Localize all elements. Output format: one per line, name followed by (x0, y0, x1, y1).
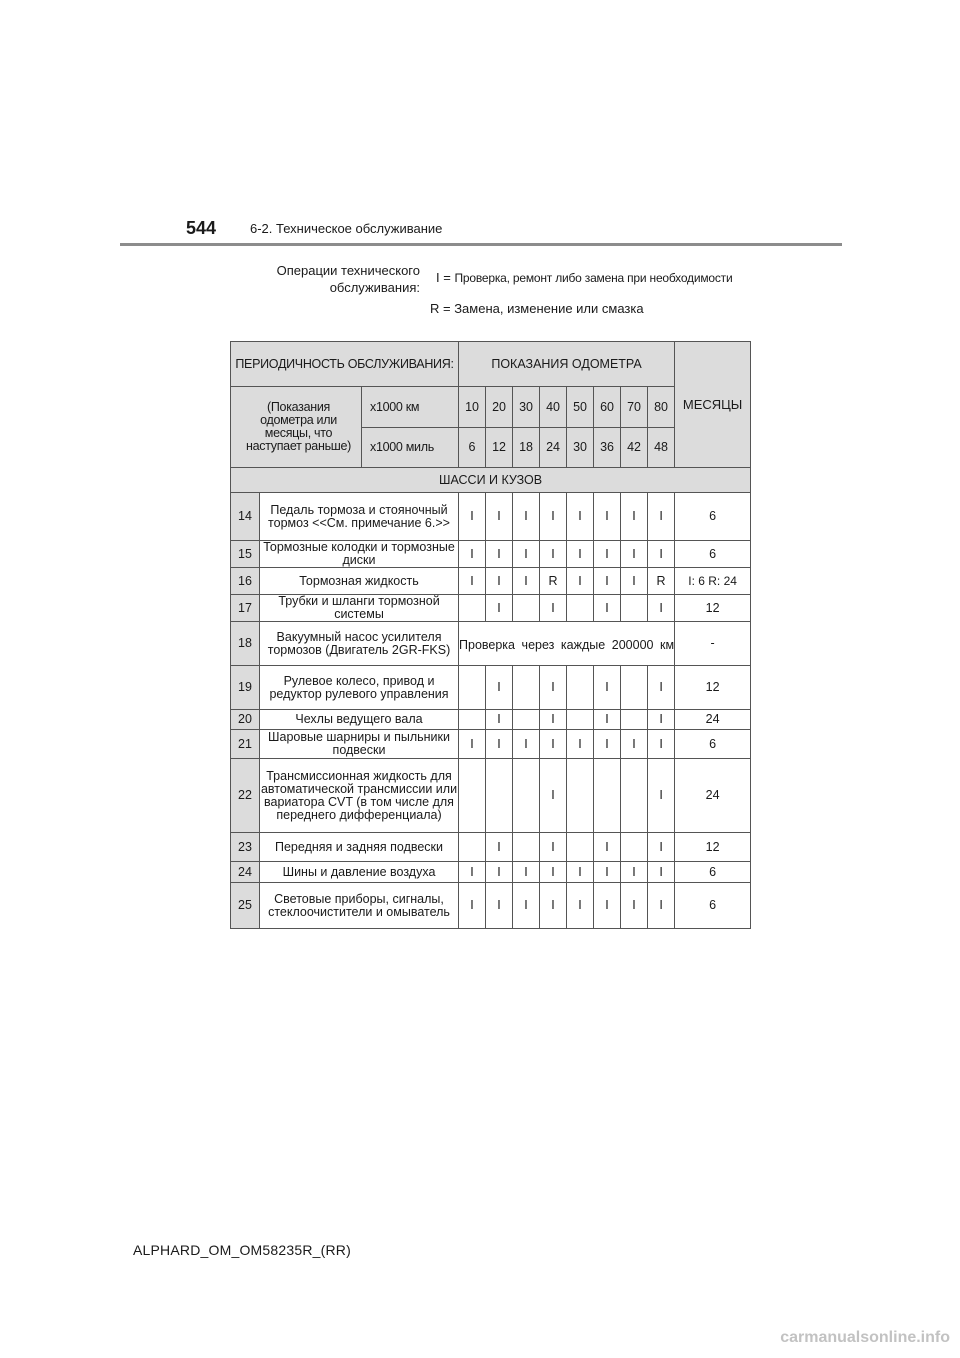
legend-label: Операции технического обслуживания: (276, 263, 420, 295)
interval-cell (513, 595, 540, 622)
interval-cell: I (567, 493, 594, 541)
watermark: carmanualsonline.info (780, 1329, 950, 1346)
periodicity-header: ПЕРИОДИЧНОСТЬ ОБСЛУЖИВАНИЯ: (231, 342, 459, 387)
table-row (231, 595, 751, 622)
interval-cell (459, 710, 486, 730)
interval-cell (459, 833, 486, 862)
item-name: Световые приборы, сигналы, стеклоочистители и омыватель (260, 883, 459, 929)
reading-note: (Показания одометра или месяцы, что наступает раньше) x1000 км x1000 миль (231, 387, 459, 468)
interval-cell: I (513, 862, 540, 883)
interval-cell: I (648, 883, 675, 929)
row-number: 17 (231, 595, 260, 622)
table-row (231, 710, 751, 730)
mile-value: 24 (540, 428, 567, 468)
interval-cell: I (513, 541, 540, 568)
header-separator (362, 427, 458, 428)
interval-cell (567, 710, 594, 730)
interval-cell: I (621, 493, 648, 541)
interval-cell: I (594, 568, 621, 595)
interval-cell: I (648, 595, 675, 622)
interval-cell: I (459, 493, 486, 541)
interval-cell: I (648, 862, 675, 883)
km-value: 10 (459, 387, 486, 428)
mile-unit-label: x1000 миль (370, 439, 434, 454)
interval-cell: I (648, 493, 675, 541)
interval-cell: I (486, 541, 513, 568)
row-number: 24 (231, 862, 260, 883)
mile-value: 42 (621, 428, 648, 468)
document-code: ALPHARD_OM_OM58235R_(RR) (133, 1242, 351, 1258)
interval-cell (513, 833, 540, 862)
table-row (231, 833, 751, 862)
interval-cell: I (513, 568, 540, 595)
interval-cell (621, 710, 648, 730)
interval-cell: I (648, 666, 675, 710)
months-cell: - (675, 622, 751, 666)
interval-cell (621, 759, 648, 833)
months-cell: 6 (675, 541, 751, 568)
interval-cell: I (540, 710, 567, 730)
table-row (231, 883, 751, 929)
section-row-chassis: ШАССИ И КУЗОВ (231, 468, 751, 493)
interval-cell: R (540, 568, 567, 595)
km-value: 50 (567, 387, 594, 428)
interval-cell: I (648, 730, 675, 759)
mile-value: 30 (567, 428, 594, 468)
interval-cell: I (594, 493, 621, 541)
interval-cell: I (567, 568, 594, 595)
interval-cell: I (459, 883, 486, 929)
interval-cell: R (648, 568, 675, 595)
interval-cell: I (540, 541, 567, 568)
interval-cell: I (540, 666, 567, 710)
interval-cell (513, 666, 540, 710)
interval-cell: I (486, 862, 513, 883)
item-name: Рулевое колесо, привод и редуктор рулевого управления (260, 666, 459, 710)
interval-cell: I (540, 730, 567, 759)
table-row (231, 568, 751, 595)
km-unit-label: x1000 км (370, 399, 420, 414)
months-cell: 6 (675, 493, 751, 541)
odometer-header: ПОКАЗАНИЯ ОДОМЕТРА (459, 342, 675, 387)
interval-cell: I (594, 710, 621, 730)
interval-cell: I (513, 730, 540, 759)
months-header: МЕСЯЦЫ (675, 342, 751, 468)
row-number: 23 (231, 833, 260, 862)
row-number: 20 (231, 710, 260, 730)
interval-cell (567, 595, 594, 622)
interval-cell: I (540, 883, 567, 929)
row-number: 25 (231, 883, 260, 929)
mile-value: 12 (486, 428, 513, 468)
item-name: Передняя и задняя подвески (260, 833, 459, 862)
interval-cell (513, 759, 540, 833)
legend-i (436, 270, 732, 285)
item-name: Трубки и шланги тормозной системы (260, 595, 459, 622)
interval-cell: I (648, 541, 675, 568)
interval-cell (621, 595, 648, 622)
interval-cell: I (567, 730, 594, 759)
interval-cell: I (567, 862, 594, 883)
interval-cell: I (459, 730, 486, 759)
interval-cell: I (540, 595, 567, 622)
interval-cell (567, 759, 594, 833)
legend-r: R = Замена, изменение или смазка (430, 301, 644, 316)
interval-cell (459, 595, 486, 622)
interval-cell (513, 710, 540, 730)
table-row (231, 493, 751, 541)
interval-cell: I (513, 493, 540, 541)
interval-cell: I (621, 568, 648, 595)
interval-cell: I (540, 759, 567, 833)
item-name: Вакуумный насос усилителя тормозов (Двигатель 2GR-FKS) (260, 622, 459, 666)
mile-value: 36 (594, 428, 621, 468)
km-value: 40 (540, 387, 567, 428)
months-cell: 6 (675, 862, 751, 883)
row-number: 19 (231, 666, 260, 710)
item-name: Тормозные колодки и тормозные диски (260, 541, 459, 568)
row-number: 22 (231, 759, 260, 833)
table-row (231, 622, 751, 666)
page-number: 544 (186, 218, 217, 238)
interval-cell (459, 759, 486, 833)
interval-cell: I (567, 541, 594, 568)
interval-cell: I (486, 883, 513, 929)
months-cell: 24 (675, 759, 751, 833)
interval-cell: I (459, 541, 486, 568)
interval-note (459, 622, 675, 666)
interval-cell: I (513, 883, 540, 929)
interval-cell (459, 666, 486, 710)
row-number: 21 (231, 730, 260, 759)
interval-cell: I (486, 568, 513, 595)
months-cell: 24 (675, 710, 751, 730)
months-cell: 12 (675, 833, 751, 862)
interval-note-text: Проверка через каждые 200000 км (459, 638, 675, 652)
interval-cell: I (594, 666, 621, 710)
interval-cell: I (648, 710, 675, 730)
interval-cell: I (486, 710, 513, 730)
row-number: 18 (231, 622, 260, 666)
km-value: 30 (513, 387, 540, 428)
interval-cell: I (540, 493, 567, 541)
interval-cell: I (594, 862, 621, 883)
row-number: 15 (231, 541, 260, 568)
mile-value: 18 (513, 428, 540, 468)
km-value: 80 (648, 387, 675, 428)
header-rule (120, 243, 842, 246)
mile-value: 48 (648, 428, 675, 468)
table-body (231, 342, 751, 929)
interval-cell: I (540, 862, 567, 883)
item-name: Трансмиссионная жидкость для автоматической трансмиссии или вариатора CVT (в том числе для переднего дифференциала) (260, 759, 459, 833)
legend-i-key: I = (436, 270, 451, 285)
interval-cell (567, 666, 594, 710)
interval-cell: I (486, 595, 513, 622)
months-cell: 6 (675, 883, 751, 929)
table-row (231, 666, 751, 710)
interval-cell: I (621, 862, 648, 883)
interval-cell: I (594, 541, 621, 568)
interval-cell (594, 759, 621, 833)
row-number: 16 (231, 568, 260, 595)
km-value: 60 (594, 387, 621, 428)
interval-cell (621, 833, 648, 862)
item-name: Шины и давление воздуха (260, 862, 459, 883)
interval-cell: I (621, 730, 648, 759)
interval-cell: I (540, 833, 567, 862)
months-cell: 12 (675, 666, 751, 710)
months-cell: I: 6 R: 24 (675, 568, 751, 595)
interval-cell: I (486, 833, 513, 862)
row-number: 14 (231, 493, 260, 541)
interval-cell: I (621, 541, 648, 568)
months-cell: 12 (675, 595, 751, 622)
interval-cell: I (459, 862, 486, 883)
interval-cell: I (567, 883, 594, 929)
item-name: Шаровые шарниры и пыльники подвески (260, 730, 459, 759)
km-value: 20 (486, 387, 513, 428)
table-row (231, 759, 751, 833)
interval-cell: I (594, 833, 621, 862)
item-name: Чехлы ведущего вала (260, 710, 459, 730)
interval-cell: I (648, 833, 675, 862)
km-value: 70 (621, 387, 648, 428)
legend-i-desc: Проверка, ремонт либо замена при необходимости (454, 271, 733, 285)
interval-cell (567, 833, 594, 862)
interval-cell: I (594, 883, 621, 929)
maintenance-table (230, 341, 751, 929)
item-name: Педаль тормоза и стояночный тормоз <<См. примечание 6.>> (260, 493, 459, 541)
interval-cell: I (459, 568, 486, 595)
section-title: 6-2. Техническое обслуживание (250, 221, 443, 236)
item-name: Тормозная жидкость (260, 568, 459, 595)
interval-cell (486, 759, 513, 833)
interval-cell: I (486, 730, 513, 759)
table-row (231, 862, 751, 883)
interval-cell: I (594, 595, 621, 622)
interval-cell: I (621, 883, 648, 929)
table-row (231, 541, 751, 568)
interval-cell: I (486, 666, 513, 710)
interval-cell: I (486, 493, 513, 541)
interval-cell: I (648, 759, 675, 833)
table-row (231, 730, 751, 759)
interval-cell: I (594, 730, 621, 759)
months-cell: 6 (675, 730, 751, 759)
interval-cell (621, 666, 648, 710)
mile-value: 6 (459, 428, 486, 468)
